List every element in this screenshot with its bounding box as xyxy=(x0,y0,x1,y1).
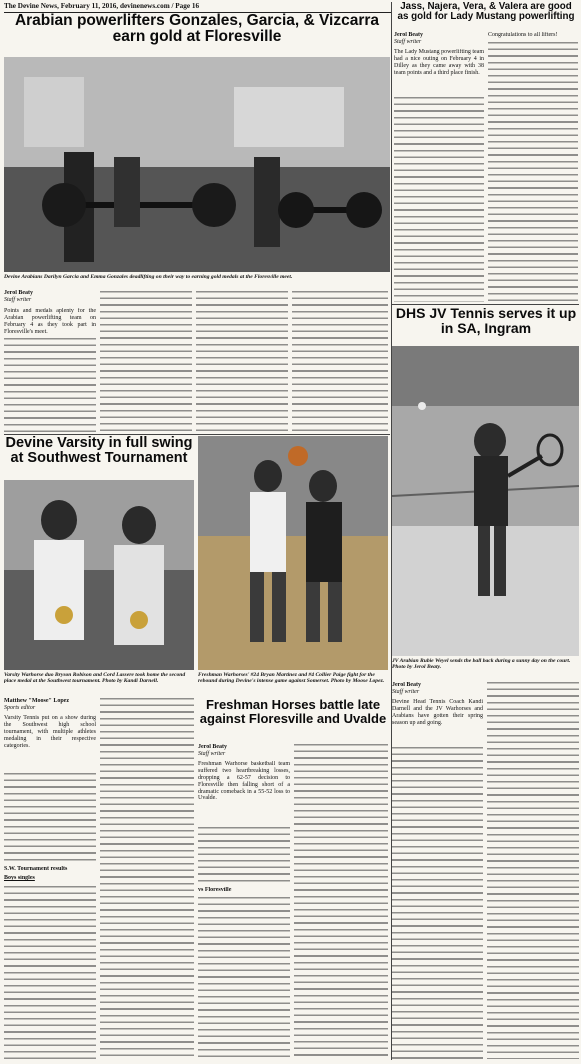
byline-role: Staff writer xyxy=(198,750,226,757)
powerlifters-body-col4 xyxy=(292,291,388,432)
powerlifters-byline xyxy=(4,290,96,306)
varsity-results-title: S.W. Tournament results xyxy=(4,866,68,872)
masthead: The Devine News, February 11, 2016, devinenews.com / Page 16 xyxy=(4,2,200,10)
jass-results-list xyxy=(488,42,578,302)
freshman-body-col1b xyxy=(198,897,290,1059)
freshman-body-col1a xyxy=(198,827,290,885)
freshman-photo xyxy=(198,436,388,670)
jass-byline xyxy=(394,32,484,48)
powerlifters-body-col1 xyxy=(4,338,96,432)
section-divider-right xyxy=(392,304,579,305)
powerlifters-photo-caption: Devine Arabians Darilyn Garcia and Emma Gonzales deadlifting on their way to earning gold medals at the Floresville meet. xyxy=(4,274,293,280)
jv-tennis-byline xyxy=(392,682,483,698)
byline-name: Jerol Beaty xyxy=(198,744,228,750)
jass-lead: The Lady Mustang powerlifting team had a nice outing on February 4 in Dilley as they came away with 38 team points and a third place finish. xyxy=(394,49,484,76)
powerlifters-lead: Points and medals aplenty for the Arabian powerlifting team on February 4 as they took part in Floresville's meet. xyxy=(4,308,96,335)
column-divider-right xyxy=(391,2,392,1060)
freshman-body-col2 xyxy=(294,744,388,1059)
powerlifters-headline: Arabian powerlifters Gonzales, Garcia, & Vizcarra earn gold at Floresville xyxy=(14,13,380,46)
jv-tennis-headline: DHS JV Tennis serves it up in SA, Ingram xyxy=(395,306,577,336)
jass-results-title: Congratulations to all lifters! xyxy=(488,32,558,38)
varsity-results-list xyxy=(4,886,96,1059)
jass-body-col1 xyxy=(394,97,484,302)
jv-tennis-lead: Devine Head Tennis Coach Kandi Darnell and the JV Warhorses and Arabians have gotten their spring season up and going. xyxy=(392,699,483,726)
jv-tennis-body-col2 xyxy=(487,682,579,1059)
powerlifters-body-col2 xyxy=(100,291,192,432)
powerlifters-body-col3 xyxy=(196,291,288,432)
jass-headline: Jass, Najera, Vera, & Valera are good as gold for Lady Mustang powerlifting xyxy=(397,2,575,23)
powerlifters-photo xyxy=(4,57,390,272)
varsity-photo xyxy=(4,480,194,670)
freshman-byline xyxy=(198,744,290,760)
byline-name: Jerol Beaty xyxy=(4,290,34,296)
byline-role: Staff writer xyxy=(392,688,420,695)
byline-role: Sports editor xyxy=(4,704,36,711)
freshman-headline: Freshman Horses battle late against Floresville and Uvalde xyxy=(199,698,387,726)
byline-name: Jerol Beaty xyxy=(394,32,424,38)
varsity-results-col2 xyxy=(100,698,194,1059)
varsity-results-sub: Boys singles xyxy=(4,875,35,881)
jv-tennis-body-col1 xyxy=(392,747,483,1059)
varsity-body-col1 xyxy=(4,773,96,863)
section-divider-mid xyxy=(4,434,390,435)
byline-role: Staff writer xyxy=(394,38,422,45)
varsity-headline: Devine Varsity in full swing at Southwest Tournament xyxy=(5,436,193,467)
jv-tennis-photo-caption: JV Arabian Rubie Weyel sends the ball back during a sunny day on the court. Photo by Jerol Beaty. xyxy=(392,658,571,671)
freshman-photo-caption: Freshman Warhorses' #24 Bryan Martinez and #4 Collier Paige fight for the rebound during Devine's intense game against Somerset. Photo by Moose Lopez. xyxy=(198,672,385,685)
varsity-lead: Varsity Tennis put on a show during the Southwest high school tournament, with multiple athletes medaling in their respective categories. xyxy=(4,715,96,749)
jv-tennis-photo xyxy=(392,346,579,656)
byline-role: Staff writer xyxy=(4,296,32,303)
varsity-photo-caption: Varsity Warhorse duo Bryson Robison and Cord Lassere took home the second place medal at the Southwest tournament. Photo by Kandi Darnell. xyxy=(4,672,186,685)
byline-name: Matthew "Moose" Lopez xyxy=(4,698,69,704)
freshman-mid-header: vs Floresville xyxy=(198,887,232,893)
byline-name: Jerol Beaty xyxy=(392,682,422,688)
varsity-byline xyxy=(4,698,96,714)
freshman-lead: Freshman Warhorse basketball team suffered two heartbreaking losses, dropping a 62-57 decision to Floresville then falling short of a dramatic comeback in a 55-52 loss to Uvalde. xyxy=(198,761,290,802)
